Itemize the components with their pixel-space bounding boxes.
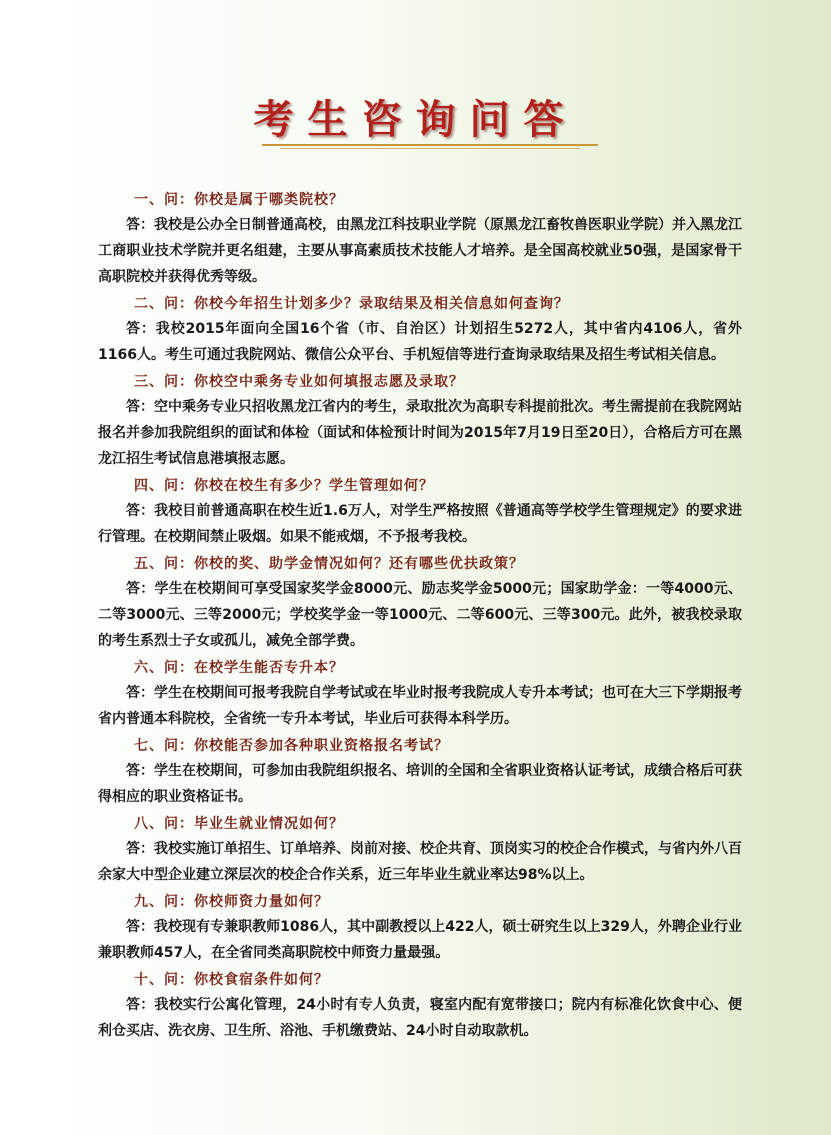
question: 八、问：毕业生就业情况如何？ bbox=[134, 816, 344, 832]
qa-item bbox=[98, 188, 742, 290]
page-title: 考生咨询问答 bbox=[253, 96, 578, 143]
qa-item bbox=[98, 656, 742, 732]
question: 一、问：你校是属于哪类院校？ bbox=[134, 192, 344, 208]
qa-item bbox=[98, 734, 742, 810]
answer: 答：学生在校期间，可参加由我院组织报名、培训的全国和全省职业资格认证考试，成绩合格后可获得相应的职业资格证书。 bbox=[98, 763, 742, 805]
qa-item bbox=[98, 370, 742, 472]
qa-item bbox=[98, 292, 742, 368]
answer: 答：我校2015年面向全国16个省（市、自治区）计划招生5272人，其中省内4106人，省外1166人。考生可通过我院网站、微信公众平台、手机短信等进行查询录取结果及招生考试相关信息。 bbox=[98, 321, 742, 363]
title-underline bbox=[262, 144, 598, 146]
answer: 答：我校现有专兼职教师1086人，其中副教授以上422人，硕士研究生以上329人，外聘企业行业兼职教师457人，在全省同类高职院校中师资力量最强。 bbox=[98, 919, 742, 961]
question: 四、问：你校在校生有多少？学生管理如何？ bbox=[134, 478, 434, 494]
question: 五、问：你校的奖、助学金情况如何？还有哪些优扶政策？ bbox=[134, 556, 524, 572]
answer: 答：学生在校期间可享受国家奖学金8000元、励志奖学金5000元；国家助学金：一等4000元、二等3000元、三等2000元；学校奖学金一等1000元、二等600元、三等300元。此外，被我校录取的考生系烈士子女或孤儿，减免全部学费。 bbox=[98, 581, 742, 649]
qa-item bbox=[98, 474, 742, 550]
qa-item bbox=[98, 890, 742, 966]
question: 九、问：你校师资力量如何？ bbox=[134, 894, 329, 910]
answer: 答：我校实行公寓化管理，24小时有专人负责，寝室内配有宽带接口；院内有标准化饮食中心、便利仓买店、洗衣房、卫生所、浴池、手机缴费站、24小时自动取款机。 bbox=[98, 997, 742, 1039]
qa-list bbox=[98, 186, 742, 1046]
title-underline-secondary bbox=[280, 148, 580, 149]
qa-item bbox=[98, 812, 742, 888]
answer: 答：我校目前普通高职在校生近1.6万人，对学生严格按照《普通高等学校学生管理规定》的要求进行管理。在校期间禁止吸烟。如果不能戒烟，不予报考我校。 bbox=[98, 503, 742, 545]
answer: 答：空中乘务专业只招收黑龙江省内的考生，录取批次为高职专科提前批次。考生需提前在我院网站报名并参加我院组织的面试和体检（面试和体检预计时间为2015年7月19日至20日），合格后方可在黑龙江招生考试信息港填报志愿。 bbox=[98, 399, 742, 467]
question: 二、问：你校今年招生计划多少？录取结果及相关信息如何查询？ bbox=[134, 296, 569, 312]
answer: 答：我校是公办全日制普通高校，由黑龙江科技职业学院（原黑龙江畜牧兽医职业学院）并入黑龙江工商职业技术学院并更名组建，主要从事高素质技术技能人才培养。是全国高校就业50强，是国家骨干高职院校并获得优秀等级。 bbox=[98, 217, 742, 285]
qa-item bbox=[98, 552, 742, 654]
question: 七、问：你校能否参加各种职业资格报名考试？ bbox=[134, 738, 449, 754]
question: 三、问：你校空中乘务专业如何填报志愿及录取？ bbox=[134, 374, 464, 390]
question: 六、问：在校学生能否专升本？ bbox=[134, 660, 344, 676]
answer: 答：我校实施订单招生、订单培养、岗前对接、校企共育、顶岗实习的校企合作模式，与省内外八百余家大中型企业建立深层次的校企合作关系，近三年毕业生就业率达98%以上。 bbox=[98, 841, 742, 883]
question: 十、问：你校食宿条件如何？ bbox=[134, 972, 329, 988]
answer: 答：学生在校期间可报考我院自学考试或在毕业时报考我院成人专升本考试；也可在大三下学期报考省内普通本科院校，全省统一专升本考试，毕业后可获得本科学历。 bbox=[98, 685, 742, 727]
qa-item bbox=[98, 968, 742, 1044]
